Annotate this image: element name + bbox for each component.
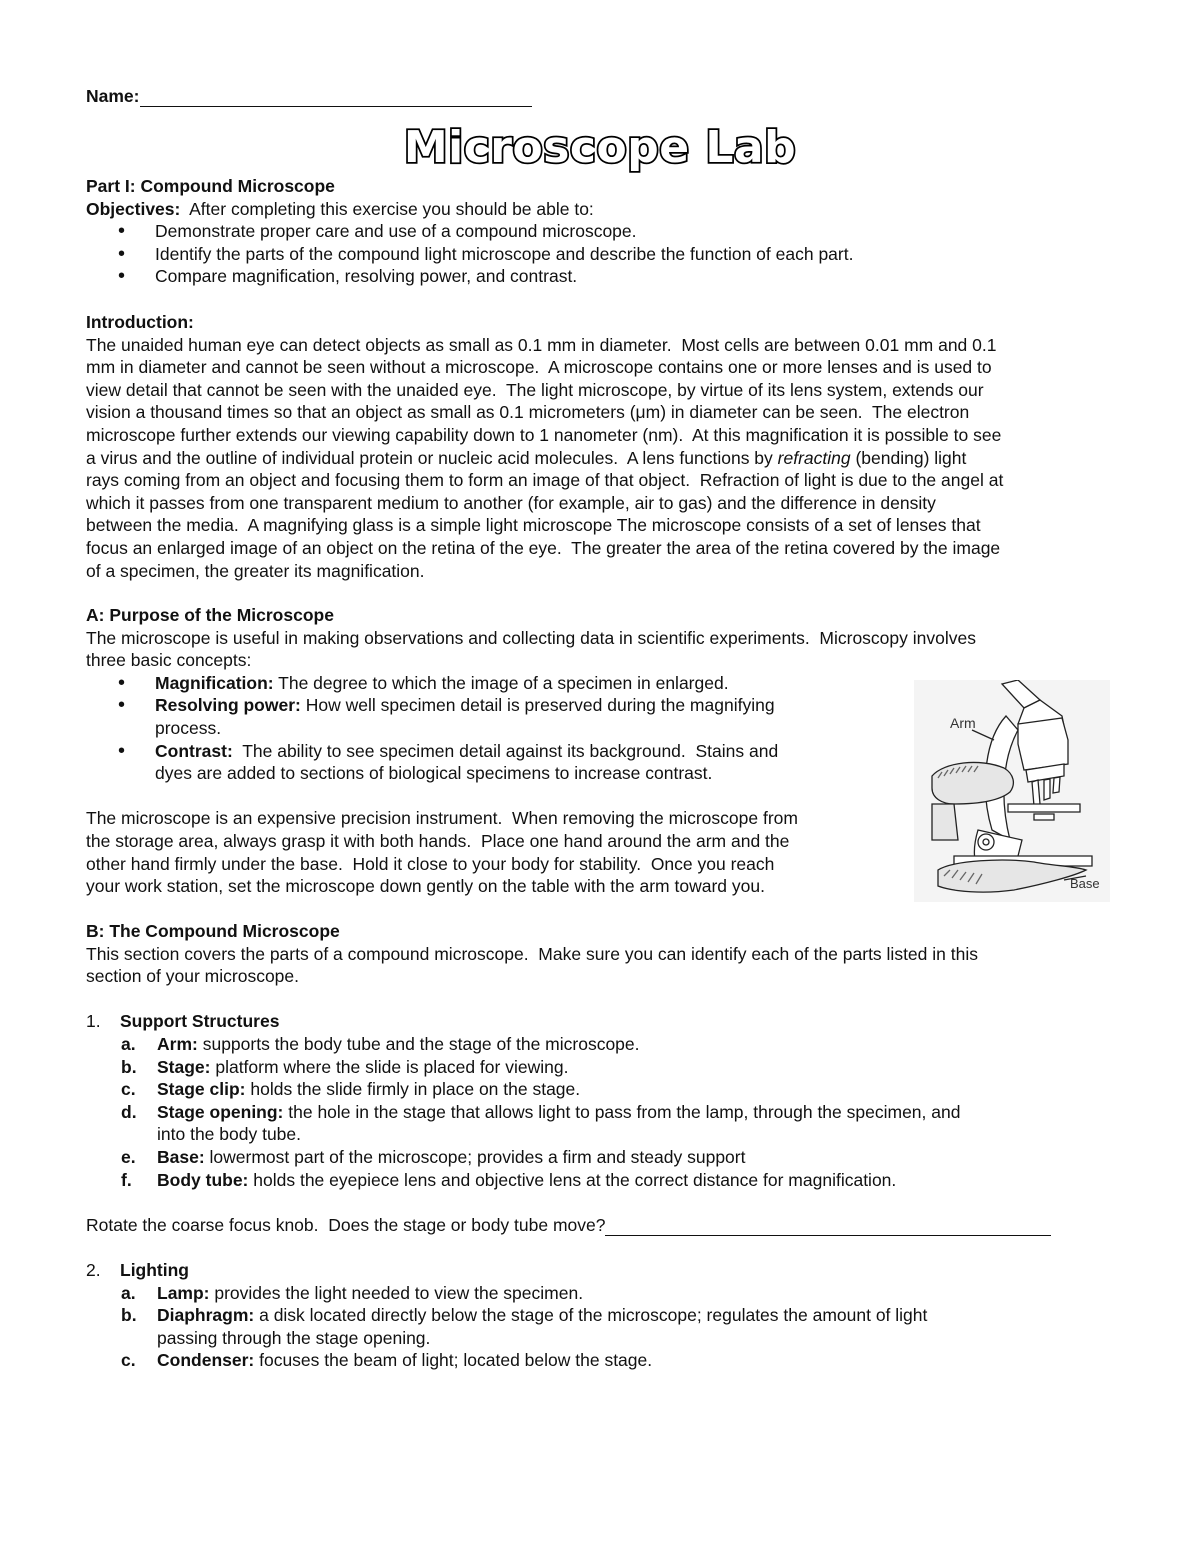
item-number: 1.	[86, 1011, 101, 1032]
lighting-sublist	[86, 1282, 1126, 1372]
list-item	[86, 1056, 1126, 1079]
part-term: Diaphragm:	[157, 1305, 255, 1326]
arm-label: Arm	[950, 715, 976, 731]
intro-line: mm in diameter and cannot be seen without a microscope. A microscope contains one or more lenses and is used to	[86, 357, 992, 378]
list-item: • Demonstrate proper care and use of a compound microscope.	[86, 220, 1126, 243]
list-item	[86, 1282, 1126, 1305]
section-b-heading: B: The Compound Microscope	[86, 921, 340, 941]
list-title: Support Structures	[120, 1011, 280, 1032]
base-label: Base	[1070, 876, 1100, 891]
microscope-illustration	[914, 680, 1110, 902]
intro-line: rays coming from an object and focusing them to form an image of that object. Refraction of light is due to the angel at	[86, 470, 1004, 491]
part-term: Base:	[157, 1146, 205, 1167]
item-letter: f.	[121, 1169, 132, 1190]
intro-line: between the media. A magnifying glass is a simple light microscope The microscope consists of a set of lenses that	[86, 515, 981, 536]
concept-text: process.	[155, 717, 222, 738]
part-term: Stage opening:	[157, 1101, 284, 1122]
intro-line: focus an enlarged image of an object on the retina of the eye. The greater the area of the retina covered by the image	[86, 537, 1001, 558]
answer-blank[interactable]	[605, 1217, 1051, 1236]
page-title: Microscope Lab	[403, 122, 797, 173]
concept-text: The degree to which the image of a specimen in enlarged.	[273, 672, 729, 693]
part-text: a disk located directly below the stage of the microscope; regulates the amount of light	[254, 1305, 928, 1326]
objectives-intro: After completing this exercise you should be able to:	[189, 198, 594, 219]
item-letter: b.	[121, 1056, 137, 1077]
item-letter: c.	[121, 1350, 136, 1371]
lighting-list	[86, 1259, 1126, 1372]
support-sublist	[86, 1033, 1126, 1191]
item-letter: c.	[121, 1079, 136, 1100]
objectives-label: Objectives:	[86, 198, 181, 219]
section-b-line: section of your microscope.	[86, 966, 300, 987]
intro-line: of a specimen, the greater its magnification.	[86, 560, 425, 581]
concept-term: Resolving power:	[155, 695, 301, 716]
list-item	[86, 1010, 1126, 1191]
section-b-line: This section covers the parts of a compound microscope. Make sure you can identify each of the parts listed in this	[86, 943, 978, 964]
concept-text: The ability to see specimen detail against its background. Stains and	[232, 740, 779, 761]
part-text: supports the body tube and the stage of the microscope.	[197, 1033, 640, 1054]
concept-text: dyes are added to sections of biological specimens to increase contrast.	[155, 763, 713, 784]
list-title: Lighting	[120, 1259, 190, 1280]
objectives-list	[86, 220, 1126, 288]
part-text: holds the eyepiece lens and objective lens at the correct distance for magnification.	[248, 1169, 897, 1190]
part-term: Body tube:	[157, 1169, 249, 1190]
list-item: • Identify the parts of the compound light microscope and describe the function of each part.	[86, 243, 1126, 266]
item-letter: a.	[121, 1282, 136, 1303]
part-term: Stage clip:	[157, 1079, 246, 1100]
name-field	[86, 86, 532, 107]
part-term: Lamp:	[157, 1282, 210, 1303]
name-label: Name:	[86, 86, 140, 106]
part-text: focuses the beam of light; located below the stage.	[254, 1350, 653, 1371]
part-text: passing through the stage opening.	[157, 1327, 431, 1348]
section-a-line: The microscope is useful in making observations and collecting data in scientific experiments. Microscopy involves	[86, 627, 976, 648]
part-term: Arm:	[157, 1033, 198, 1054]
name-blank[interactable]	[140, 88, 532, 107]
part-text: lowermost part of the microscope; provides a firm and steady support	[204, 1146, 746, 1167]
item-letter: d.	[121, 1101, 137, 1122]
intro-line: vision a thousand times so that an object as small as 0.1 micrometers (μm) in diameter can be seen. The electron	[86, 402, 970, 423]
list-item	[86, 1101, 1126, 1146]
part-text: platform where the slide is placed for viewing.	[210, 1056, 569, 1077]
part1-section	[86, 175, 1126, 288]
support-structures-list	[86, 1010, 1126, 1191]
item-letter: b.	[121, 1305, 137, 1326]
concept-term: Contrast:	[155, 740, 233, 761]
introduction-section	[86, 311, 1126, 582]
part-term: Stage:	[157, 1056, 211, 1077]
list-item	[86, 1078, 1126, 1101]
intro-heading: Introduction:	[86, 312, 194, 332]
list-item	[86, 1169, 1126, 1192]
part-text: into the body tube.	[157, 1124, 301, 1145]
intro-line: which it passes from one transparent medium to another (for example, air to gas) and the difference in density	[86, 492, 936, 513]
microscope-drawing	[914, 680, 1110, 902]
question-text: Rotate the coarse focus knob. Does the stage or body tube move?	[86, 1214, 606, 1235]
concept-text: How well specimen detail is preserved during the magnifying	[300, 695, 775, 716]
part-text: provides the light needed to view the specimen.	[209, 1282, 584, 1303]
section-b	[86, 920, 1126, 1372]
intro-text: (bending) light	[850, 447, 967, 468]
care-line: the storage area, always grasp it with both hands. Place one hand around the arm and the	[86, 830, 790, 851]
care-line: The microscope is an expensive precision instrument. When removing the microscope from	[86, 808, 798, 829]
list-item: • Compare magnification, resolving power, and contrast.	[86, 265, 1126, 288]
intro-line: The unaided human eye can detect objects as small as 0.1 mm in diameter. Most cells are between 0.01 mm and 0.1	[86, 334, 997, 355]
section-a-heading: A: Purpose of the Microscope	[86, 605, 334, 625]
list-item	[86, 1146, 1126, 1169]
part1-heading: Part I: Compound Microscope	[86, 176, 335, 196]
intro-text: a virus and the outline of individual protein or nucleic acid molecules. A lens functions by	[86, 447, 778, 468]
list-item	[86, 1033, 1126, 1056]
care-line: other hand firmly under the base. Hold it close to your body for stability. Once you reach	[86, 853, 775, 874]
intro-line: view detail that cannot be seen with the unaided eye. The light microscope, by virtue of its lens system, extends our	[86, 379, 984, 400]
care-line: your work station, set the microscope down gently on the table with the arm toward you.	[86, 876, 765, 897]
intro-line-refracting	[86, 447, 1126, 470]
list-item	[86, 1304, 1126, 1349]
part-term: Condenser:	[157, 1350, 255, 1371]
concept-term: Magnification:	[155, 672, 274, 693]
list-item	[86, 1259, 1126, 1372]
part-text: holds the slide firmly in place on the stage.	[245, 1079, 581, 1100]
item-letter: a.	[121, 1033, 136, 1054]
list-item	[86, 1349, 1126, 1372]
focus-question	[86, 1214, 1126, 1237]
section-a-line: three basic concepts:	[86, 650, 252, 671]
part-text: the hole in the stage that allows light to pass from the lamp, through the specimen, and	[283, 1101, 961, 1122]
intro-line: microscope further extends our viewing capability down to 1 nanometer (nm). At this magnification it is possible to see	[86, 424, 1002, 445]
item-number: 2.	[86, 1259, 101, 1280]
italic-term: refracting	[777, 447, 851, 468]
item-letter: e.	[121, 1146, 136, 1167]
